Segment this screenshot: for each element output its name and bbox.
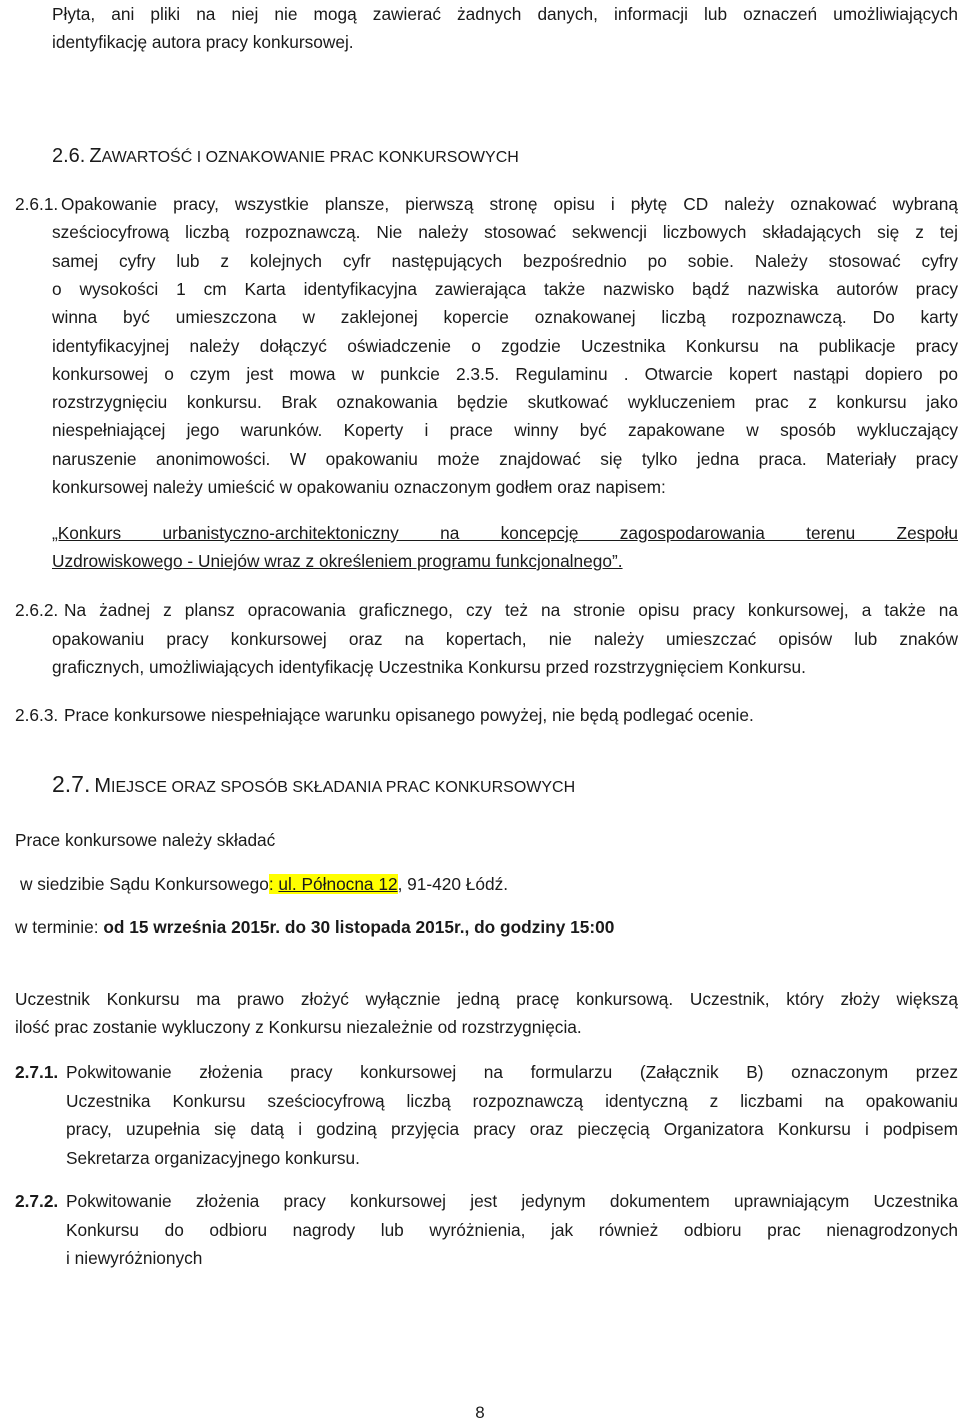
section-title-cap: M: [94, 775, 112, 797]
section-title-rest: AWARTOŚĆ I OZNAKOWANIE PRAC KONKURSOWYCH: [101, 149, 519, 166]
section-number: 2.7.: [52, 771, 91, 797]
paragraph-line: konkursowej o czym jest mowa w punkcie 2.3.5. Regulaminu . Otwarcie kopert nastąpi dopiero po: [52, 363, 958, 384]
paragraph-line: Konkursu do odbioru nagrody lub wyróżnienia, jak również odbioru prac nienagrodzonych: [66, 1219, 958, 1240]
submission-place: [20, 870, 950, 898]
paragraph-line: Opakowanie pracy, wszystkie plansze, pierwszą stronę opisu i płytę CD należy oznakować wybraną: [61, 194, 958, 214]
page-number: 8: [475, 1403, 485, 1422]
item-number: 2.7.2.: [15, 1191, 59, 1211]
paragraph-line: o wysokości 1 cm Karta identyfikacyjna zawierająca także nazwisko bądź nazwiska autorów pracy: [52, 278, 958, 299]
paragraph-line: rozstrzygnięciu konkursu. Brak oznakowania będzie skutkować wykluczeniem prac z konkursu jako: [52, 392, 958, 413]
intro-line-1: Płyta, ani pliki na niej nie mogą zawierać żadnych danych, informacji lub oznaczeń umożliwiających: [52, 4, 958, 24]
place-suffix: , 91-420 Łódź.: [397, 874, 509, 894]
paragraph-line: Pokwitowanie złożenia pracy konkursowej jest jedynym dokumentem uprawniającym Uczestnika: [66, 1191, 958, 1211]
paragraph-line: pracy, uzupełnia się datą i godziną przyjęcia pracy oraz pieczęcią Organizatora Konkursu i podpisem: [66, 1119, 958, 1139]
rule-line-2: ilość prac zostanie wykluczony z Konkursu niezależnie od rozstrzygnięcia.: [15, 1017, 582, 1037]
paragraph-line: samej cyfry lub z kolejnych cyfr następujących bezpośrednio po sobie. Należy stosować cyfry: [52, 250, 958, 271]
section-title-cap: Z: [89, 145, 102, 167]
paragraph-line: konkursowej należy umieścić w opakowaniu oznaczonym godłem oraz napisem:: [52, 477, 666, 497]
quote-line-1: [52, 519, 958, 547]
section-heading-2-7: [52, 770, 575, 802]
quote-text-2: Uzdrowiskowego - Uniejów wraz z określeniem programu funkcjonalnego”.: [52, 551, 623, 571]
quote-text-1: „Konkurs urbanistyczno-architektoniczny na koncepcję zagospodarowania terenu Zespołu: [52, 523, 958, 543]
paragraph-line: niespełniającej jego warunków. Koperty i prace winny być zapakowane w sposób wykluczający: [52, 420, 958, 441]
term-label: w terminie:: [15, 917, 104, 937]
paragraph-line: graficznych, umożliwiających identyfikację Uczestnika Konkursu przed rozstrzygnięciem Konkursu.: [52, 657, 806, 677]
place-street: ul. Północna 12: [278, 874, 398, 894]
paragraph-line: sześciocyfrową liczbą rozpoznawczą. Nie należy stosować sekwencji liczbowych składających się z tej: [52, 222, 958, 243]
paragraph-line: opakowaniu pracy konkursowej oraz na kopertach, nie należy umieszczać opisów lub znaków: [52, 628, 958, 649]
term-value: od 15 września 2015r. do 30 listopada 2015r., do godziny 15:00: [103, 917, 615, 937]
paragraph-line: Na żadnej z plansz opracowania graficznego, czy też na stronie opisu pracy konkursowej, a także na: [64, 600, 958, 620]
section-number: 2.6.: [52, 145, 86, 167]
submission-term: [15, 913, 955, 941]
paragraph-line: Pokwitowanie złożenia pracy konkursowej na formularzu (Załącznik B) oznaczonym przez: [66, 1062, 958, 1082]
intro-line-2: identyfikację autora pracy konkursowej.: [52, 32, 354, 52]
submission-intro: Prace konkursowe należy składać: [15, 830, 276, 850]
place-prefix: w siedzibie Sądu Konkursowego: [20, 874, 269, 894]
section-heading-2-6: [52, 142, 519, 172]
quote-line-2: [52, 547, 958, 575]
section-title-rest: IEJSCE ORAZ SPOSÓB SKŁADANIA PRAC KONKURSOWYCH: [111, 779, 576, 796]
paragraph-line: identyfikacyjnej należy dołączyć oświadczenie o zgodzie Uczestnika Konkursu na publikacje pracy: [52, 335, 958, 356]
paragraph-line: naruszenie anonimowości. W opakowaniu może znajdować się tylko jedna praca. Materiały pracy: [52, 448, 958, 469]
item-number: 2.6.1.: [15, 194, 59, 214]
item-number: 2.6.3.: [15, 705, 59, 725]
item-text: Prace konkursowe niespełniające warunku opisanego powyżej, nie będą podlegać ocenie.: [64, 705, 754, 725]
item-number: 2.7.1.: [15, 1062, 59, 1082]
paragraph-line: Uczestnika Konkursu sześciocyfrową liczbą rozpoznawczą identyczną z liczbami na opakowaniu: [66, 1090, 958, 1111]
paragraph-line: winna być umieszczona w zaklejonej kopercie oznakowanej liczbą rozpoznawczą. Do karty: [52, 307, 958, 328]
item-number: 2.6.2.: [15, 600, 59, 620]
rule-line-1: Uczestnik Konkursu ma prawo złożyć wyłącznie jedną pracę konkursową. Uczestnik, który złoży większą: [15, 989, 958, 1009]
paragraph-line: i niewyróżnionych: [66, 1248, 203, 1268]
paragraph-line: Sekretarza organizacyjnego konkursu.: [66, 1147, 360, 1168]
place-colon: :: [268, 874, 279, 894]
